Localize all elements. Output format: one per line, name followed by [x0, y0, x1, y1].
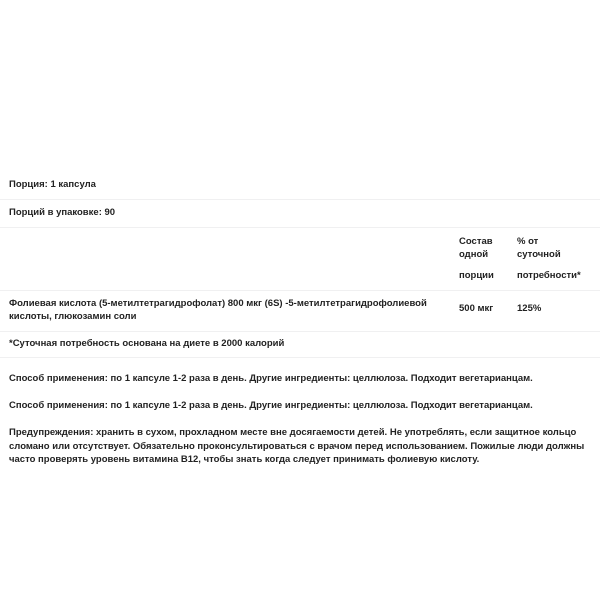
header-daily-value-cell	[513, 227, 600, 290]
header-name-cell	[0, 227, 455, 290]
header-name-label	[0, 228, 455, 253]
directions-paragraph-1: Способ применения: по 1 капсуле 1-2 раза в день. Другие ингредиенты: целлюлоза. Подходит вегетарианцам.	[9, 373, 533, 385]
footnote-row	[0, 331, 600, 358]
header-dv-line2: суточной	[517, 249, 561, 261]
header-amount-label	[455, 228, 513, 290]
header-amount-line2: одной	[459, 249, 489, 261]
serving-size-row	[0, 172, 600, 199]
daily-value-footnote: *Суточная потребность основана на диете в 2000 калорий	[9, 337, 285, 349]
ingredient-daily-value-cell	[513, 290, 600, 331]
serving-size-cell	[0, 172, 600, 199]
ingredient-name-cell	[0, 290, 455, 331]
header-dv-line1: % от	[517, 235, 539, 247]
servings-per-container-row	[0, 199, 600, 227]
warnings-paragraph: Предупреждения: хранить в сухом, прохладном месте вне досягаемости детей. Не употреблять, если защитное кольцо сломано или отсутствует. Обязательно проконсультироваться с врачом перед использованием. Пожилые люди должны часто проверять уровень витамина B12, чтобы знать когда следует принимать фолиевую кислоту.	[9, 426, 585, 466]
servings-per-container-label: Порций в упаковке: 90	[9, 206, 116, 218]
supplement-facts-table	[0, 172, 600, 358]
ingredient-amount-cell	[455, 290, 513, 331]
footnote-cell	[0, 331, 600, 358]
header-amount-line1: Состав	[459, 235, 493, 247]
servings-per-container-cell	[0, 199, 600, 227]
header-amount-gap	[459, 262, 505, 269]
ingredient-name: Фолиевая кислота (5-метилтетрагидрофолат) 800 мкг (6S) -5-метилтетрагидрофолиевой кислоты, глюкозамин соли	[9, 297, 427, 322]
header-daily-value-label	[513, 228, 600, 290]
table-row	[0, 290, 600, 331]
info-paragraphs	[0, 358, 600, 467]
directions-paragraph-2: Способ применения: по 1 капсуле 1-2 раза в день. Другие ингредиенты: целлюлоза. Подходит вегетарианцам.	[9, 400, 533, 412]
header-amount-line3: порции	[459, 270, 494, 282]
serving-size-label: Порция: 1 капсула	[9, 179, 96, 190]
ingredient-daily-value: 125%	[517, 302, 542, 314]
header-amount-cell	[455, 227, 513, 290]
header-dv-line3: потребности*	[517, 270, 581, 282]
header-dv-gap	[517, 262, 592, 269]
top-spacer	[0, 0, 600, 172]
table-header-row	[0, 227, 600, 290]
ingredient-amount: 500 мкг	[459, 302, 494, 314]
